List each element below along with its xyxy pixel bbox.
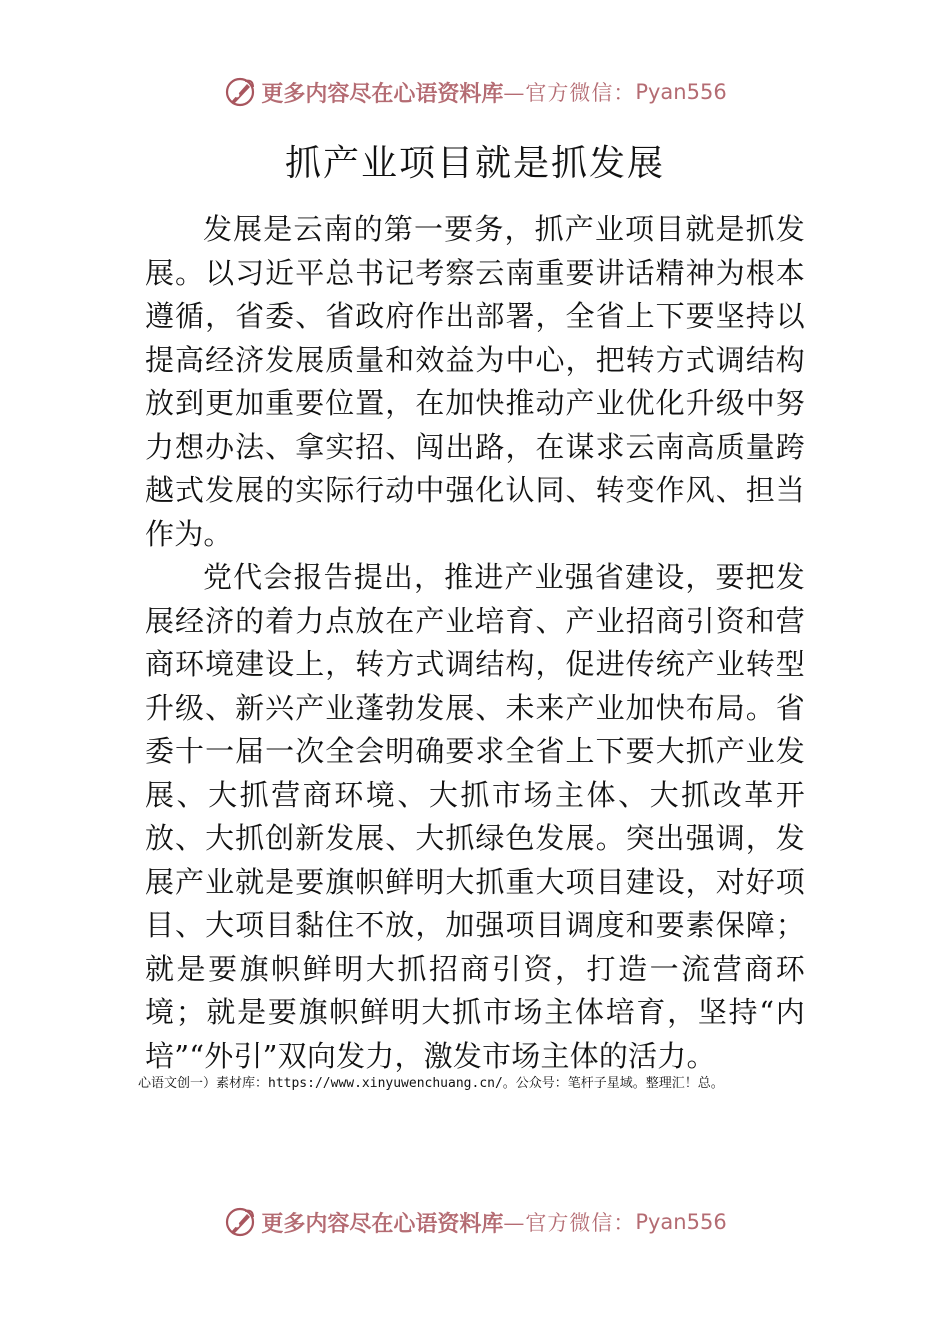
pen-nib-logo-icon [223, 1205, 257, 1239]
watermark-banner-bottom [0, 1202, 950, 1242]
watermark-text: 更多内容尽在心语资料库 [261, 1210, 504, 1237]
document-title: 抓产业项目就是抓发展 [284, 143, 665, 184]
watermark-wechat-id: Pyan556 [635, 80, 727, 104]
watermark-banner-top [0, 72, 950, 112]
footnote: 心语文创一）素材库：https://www.xinyuwenchuang.cn/。公众号：笔杆子星域。整理汇！总。 [138, 1076, 724, 1091]
pen-nib-logo-icon [223, 75, 257, 109]
document-body [145, 208, 805, 1074]
watermark-wechat-id: Pyan556 [635, 1210, 727, 1234]
watermark-wechat-label: —官方微信： [503, 1211, 636, 1235]
watermark-text: 更多内容尽在心语资料库 [261, 80, 504, 107]
paragraph-1: 发展是云南的第一要务，抓产业项目就是抓发展。以习近平总书记考察云南重要讲话精神为根本遵循，省委、省政府作出部署，全省上下要坚持以提高经济发展质量和效益为中心，把转方式调结构放到更加重要位置，在加快推动产业优化升级中努力想办法、拿实招、闯出路，在谋求云南高质量跨越式发展的实际行动中强化认同、转变作风、担当作为。 [145, 212, 805, 551]
watermark-wechat-label: —官方微信： [503, 81, 636, 105]
paragraph-2: 党代会报告提出，推进产业强省建设，要把发展经济的着力点放在产业培育、产业招商引资和营商环境建设上，转方式调结构，促进传统产业转型升级、新兴产业蓬勃发展、未来产业加快布局。省委十一届一次全会明确要求全省上下要大抓产业发展、大抓营商环境、大抓市场主体、大抓改革开放、大抓创新发展、大抓绿色发展。突出强调，发展产业就是要旗帜鲜明大抓重大项目建设，对好项目、大项目黏住不放，加强项目调度和要素保障；就是要旗帜鲜明大抓招商引资，打造一流营商环境；就是要旗帜鲜明大抓市场主体培育，坚持“内培”“外引”双向发力，激发市场主体的活力。 [145, 560, 805, 1073]
